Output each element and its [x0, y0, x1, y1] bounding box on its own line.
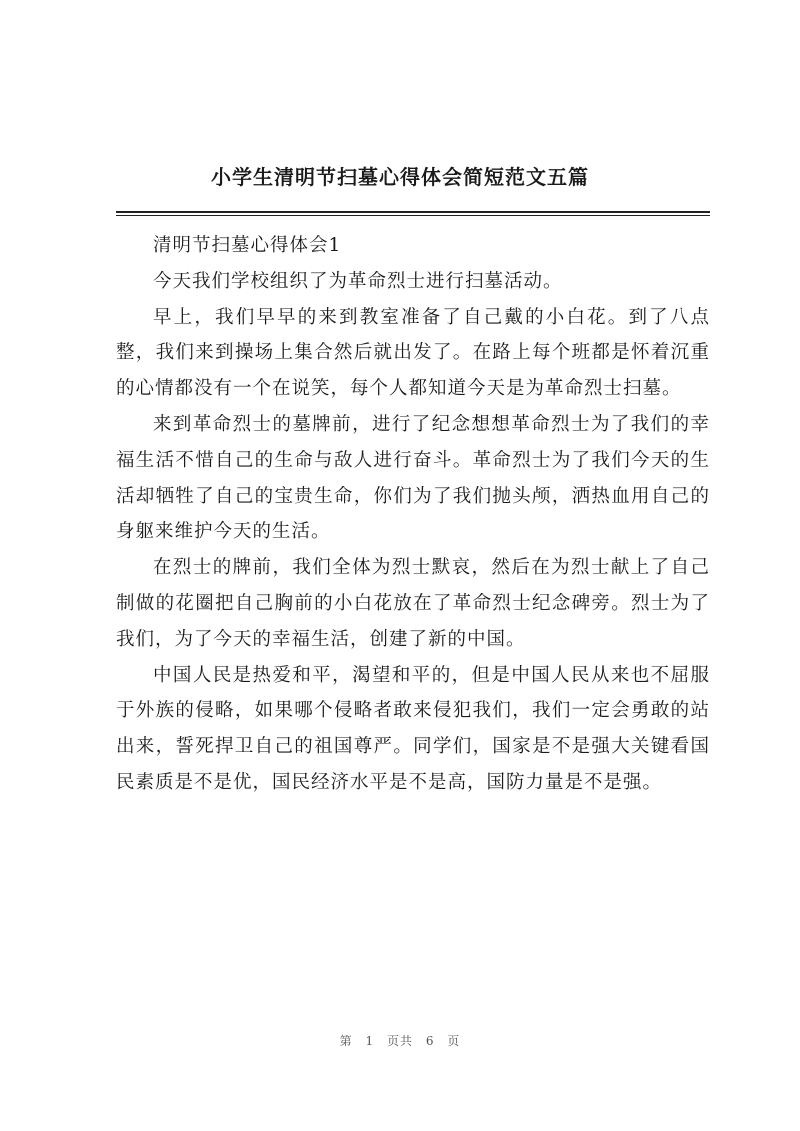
- document-body: [116, 228, 710, 801]
- footer-middle: 页共: [386, 1034, 413, 1048]
- paragraph: 来到革命烈士的墓牌前，进行了纪念想想革命烈士为了我们的幸福生活不惜自己的生命与敌人进行奋斗。革命烈士为了我们今天的生活却牺牲了自己的宝贵生命，你们为了我们抛头颅，洒热血用自己的身躯来维护今天的生活。: [116, 413, 710, 543]
- title-divider-thick: [116, 211, 710, 213]
- footer-suffix: 页: [447, 1034, 461, 1048]
- footer-current-page: 1: [365, 1034, 375, 1048]
- paragraph: 在烈士的牌前，我们全体为烈士默哀，然后在为烈士献上了自己制做的花圈把自己胸前的小白花放在了革命烈士纪念碑旁。烈士为了我们，为了今天的幸福生活，创建了新的中国。: [116, 557, 710, 650]
- title-divider-thin: [116, 215, 710, 216]
- page-footer: [0, 1032, 800, 1049]
- document-title: 小学生清明节扫墓心得体会简短范文五篇: [211, 165, 589, 189]
- footer-prefix: 第: [339, 1034, 353, 1048]
- paragraph: 早上，我们早早的来到教室准备了自己戴的小白花。到了八点整，我们来到操场上集合然后就出发了。在路上每个班都是怀着沉重的心情都没有一个在说笑，每个人都知道今天是为革命烈士扫墓。: [116, 306, 710, 400]
- paragraph: 今天我们学校组织了为革命烈士进行扫墓活动。: [153, 270, 563, 292]
- paragraph: 中国人民是热爱和平，渴望和平的，但是中国人民从来也不屈服于外族的侵略，如果哪个侵略者敢来侵犯我们，我们一定会勇敢的站出来，誓死捍卫自己的祖国尊严。同学们，国家是不是强大关键看国民素质是不是优，国民经济水平是不是高，国防力量是不是强。: [116, 664, 710, 793]
- footer-total-pages: 6: [425, 1034, 435, 1048]
- section-heading: 清明节扫墓心得体会1: [153, 235, 342, 256]
